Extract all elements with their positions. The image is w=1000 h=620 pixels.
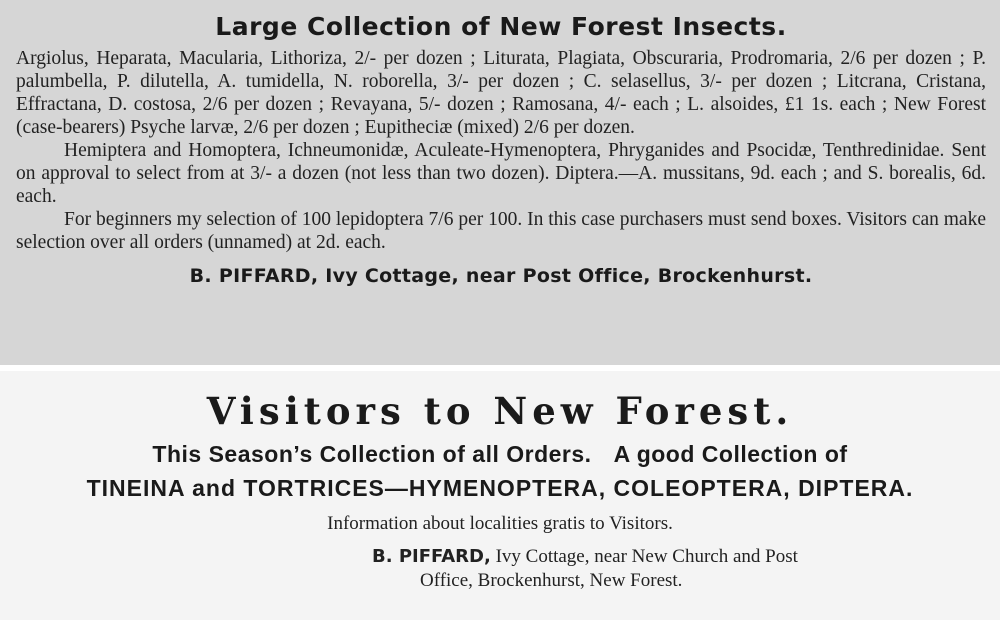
visitors-headline: Visitors to New Forest.	[206, 389, 794, 433]
signature-name: B. PIFFARD,	[372, 546, 491, 567]
good-collection-text: A good Collection of	[613, 441, 848, 467]
insects-ad-signature: B. PIFFARD, Ivy Cottage, near Post Office, Brockenhurst.	[189, 265, 813, 287]
orders-line: TINEINA and TORTRICES—HYMENOPTERA, COLEOPTERA, DIPTERA.	[86, 475, 914, 501]
collection-line	[0, 441, 1000, 468]
signature-address-line-2: Office, Brockenhurst, New Forest.	[420, 570, 683, 591]
season-collection-text: This Season’s Collection of all Orders.	[152, 441, 592, 467]
localities-info: Information about localities gratis to Visitors.	[327, 513, 673, 534]
visitors-ad-signature	[0, 545, 1000, 593]
orders-paragraph: Hemiptera and Homoptera, Ichneumonidæ, Aculeate-Hymenoptera, Phryganides and Psocidæ, Tenthredinidae. Sent on approval to select from at 3/- a dozen (not less than two dozen). Diptera.—A. mussitans, 9d. each ; and S. borealis, 6d. each.	[16, 140, 986, 207]
insects-ad-title: Large Collection of New Forest Insects.	[215, 12, 787, 41]
beginners-paragraph: For beginners my selection of 100 lepidoptera 7/6 per 100. In this case purchasers must send boxes. Visitors can make selection over all orders (unnamed) at 2d. each.	[16, 209, 986, 253]
visitors-advertisement	[0, 371, 1000, 620]
signature-address-line-1: Ivy Cottage, near New Church and Post	[495, 546, 798, 567]
price-list-paragraph: Argiolus, Heparata, Macularia, Lithoriza, 2/- per dozen ; Liturata, Plagiata, Obscuraria, Prodromaria, 2/6 per dozen ; P. palumbella, P. dilutella, A. tumidella, N. roborella, 3/- per dozen ; C. selasellus, 3/- per dozen ; Litcrana, Cristana, Effractana, D. costosa, 2/6 per dozen ; Revayana, 5/- dozen ; Ramosana, 4/- each ; L. alsoides, £1 1s. each ; New Forest (case-bearers) Psyche larvæ, 2/6 per dozen ; Eupitheciæ (mixed) 2/6 per dozen.	[16, 48, 986, 138]
